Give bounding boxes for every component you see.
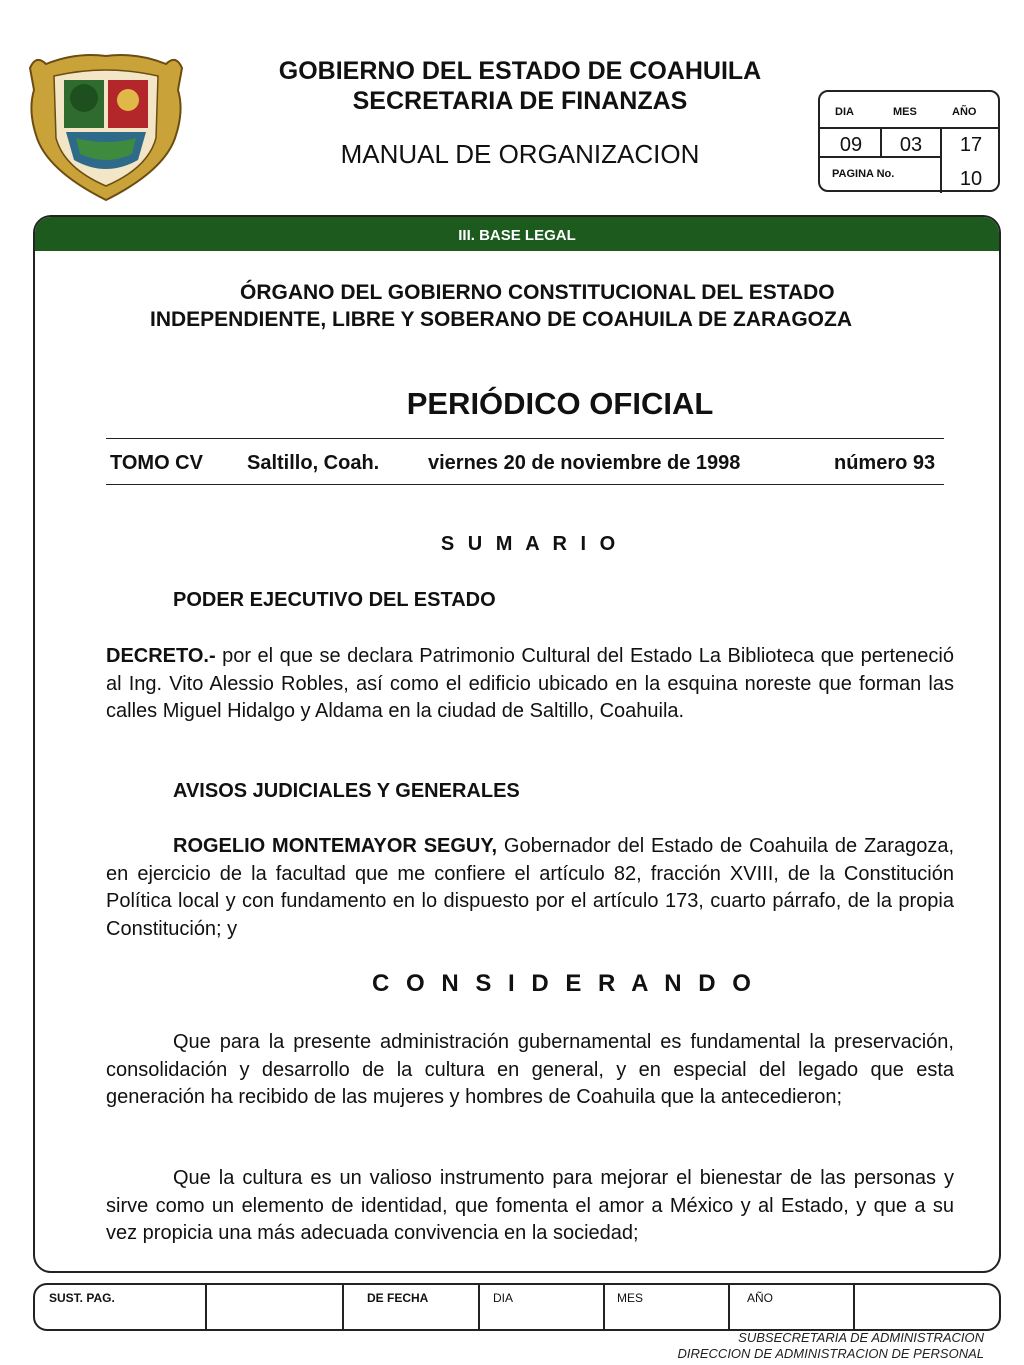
bottom-rule	[106, 484, 944, 485]
paragraph-1	[106, 1029, 954, 1112]
rogelio-label: ROGELIO MONTEMAYOR SEGUY,	[173, 835, 498, 857]
mes-label: MES	[893, 106, 917, 118]
sumario-heading: S U M A R I O	[440, 533, 620, 555]
organ-line-2: INDEPENDIENTE, LIBRE Y SOBERANO DE COAHUILA DE ZARAGOZA	[150, 308, 853, 331]
coat-of-arms	[26, 50, 186, 204]
city: Saltillo, Coah.	[247, 452, 380, 474]
sust-pag-label: SUST. PAG.	[49, 1291, 115, 1305]
mes-value: 03	[899, 134, 923, 156]
rogelio-paragraph	[106, 833, 954, 943]
content-frame	[33, 215, 1001, 1273]
direccion-text: DIRECCION DE ADMINISTRACION DE PERSONAL	[677, 1346, 984, 1361]
footer-table	[33, 1283, 1001, 1331]
secretariat-title: SECRETARIA DE FINANZAS	[352, 87, 688, 115]
anio-label: AÑO	[952, 106, 977, 118]
paragraph-2-text: Que la cultura es un valioso instrumento para mejorar el bienestar de las personas y sirve como un elemento de identidad, que fomenta el amor a México y al Estado, y que a su vez propicia una más adecuada convivencia en la sociedad;	[106, 1167, 954, 1244]
considerando-heading: C O N S I D E R A N D O	[372, 970, 756, 997]
dia-label: DIA	[835, 106, 854, 118]
issue-number: número 93	[834, 452, 936, 474]
tomo: TOMO CV	[110, 452, 203, 474]
decreto-label: DECRETO.-	[106, 645, 216, 667]
decreto-paragraph	[106, 643, 954, 726]
rogelio-text: Gobernador del Estado de Coahuila de Zaragoza, en ejercicio de la facultad que me confiere el artículo 82, fracción XVIII, de la Constitución Política local y con fundamento en lo dispuesto por el artículo 173, cuarto párrafo, de la propia Constitución; y	[106, 835, 954, 940]
periodico-title: PERIÓDICO OFICIAL	[406, 386, 714, 421]
footer-mes-label: MES	[617, 1291, 644, 1305]
anio-value: 17	[959, 134, 983, 156]
subsecretaria-text: SUBSECRETARIA DE ADMINISTRACION	[738, 1330, 984, 1345]
footer-dia-label: DIA	[493, 1291, 514, 1305]
manual-title: MANUAL DE ORGANIZACION	[340, 139, 700, 169]
dia-value: 09	[839, 134, 863, 156]
de-fecha-label: DE FECHA	[367, 1291, 429, 1305]
organ-line-1: ÓRGANO DEL GOBIERNO CONSTITUCIONAL DEL ESTADO	[240, 281, 835, 304]
paragraph-2	[106, 1165, 954, 1248]
paragraph-1-text: Que para la presente administración gubernamental es fundamental la preservación, consolidación y desarrollo de la cultura en general, y en especial del legado que esta generación ha recibido de las mujeres y hombres de Coahuila que la antecedieron;	[106, 1031, 954, 1108]
avisos-heading: AVISOS JUDICIALES Y GENERALES	[173, 780, 520, 802]
top-rule	[106, 438, 944, 439]
poder-heading: PODER EJECUTIVO DEL ESTADO	[173, 589, 496, 611]
decreto-text: por el que se declara Patrimonio Cultural del Estado La Biblioteca que perteneció al Ing. Vito Alessio Robles, así como el edificio ubicado en la esquina noreste que forman las calles Miguel Hidalgo y Aldama en la ciudad de Saltillo, Coahuila.	[106, 645, 954, 722]
section-title: III. BASE LEGAL	[35, 217, 999, 251]
footer-anio-label: AÑO	[747, 1291, 774, 1305]
government-title: GOBIERNO DEL ESTADO DE COAHUILA	[278, 57, 762, 85]
date-box	[818, 90, 1000, 192]
issue-date: viernes 20 de noviembre de 1998	[428, 452, 741, 474]
pagina-label: PAGINA No.	[832, 168, 895, 180]
pagina-value: 10	[959, 168, 983, 190]
